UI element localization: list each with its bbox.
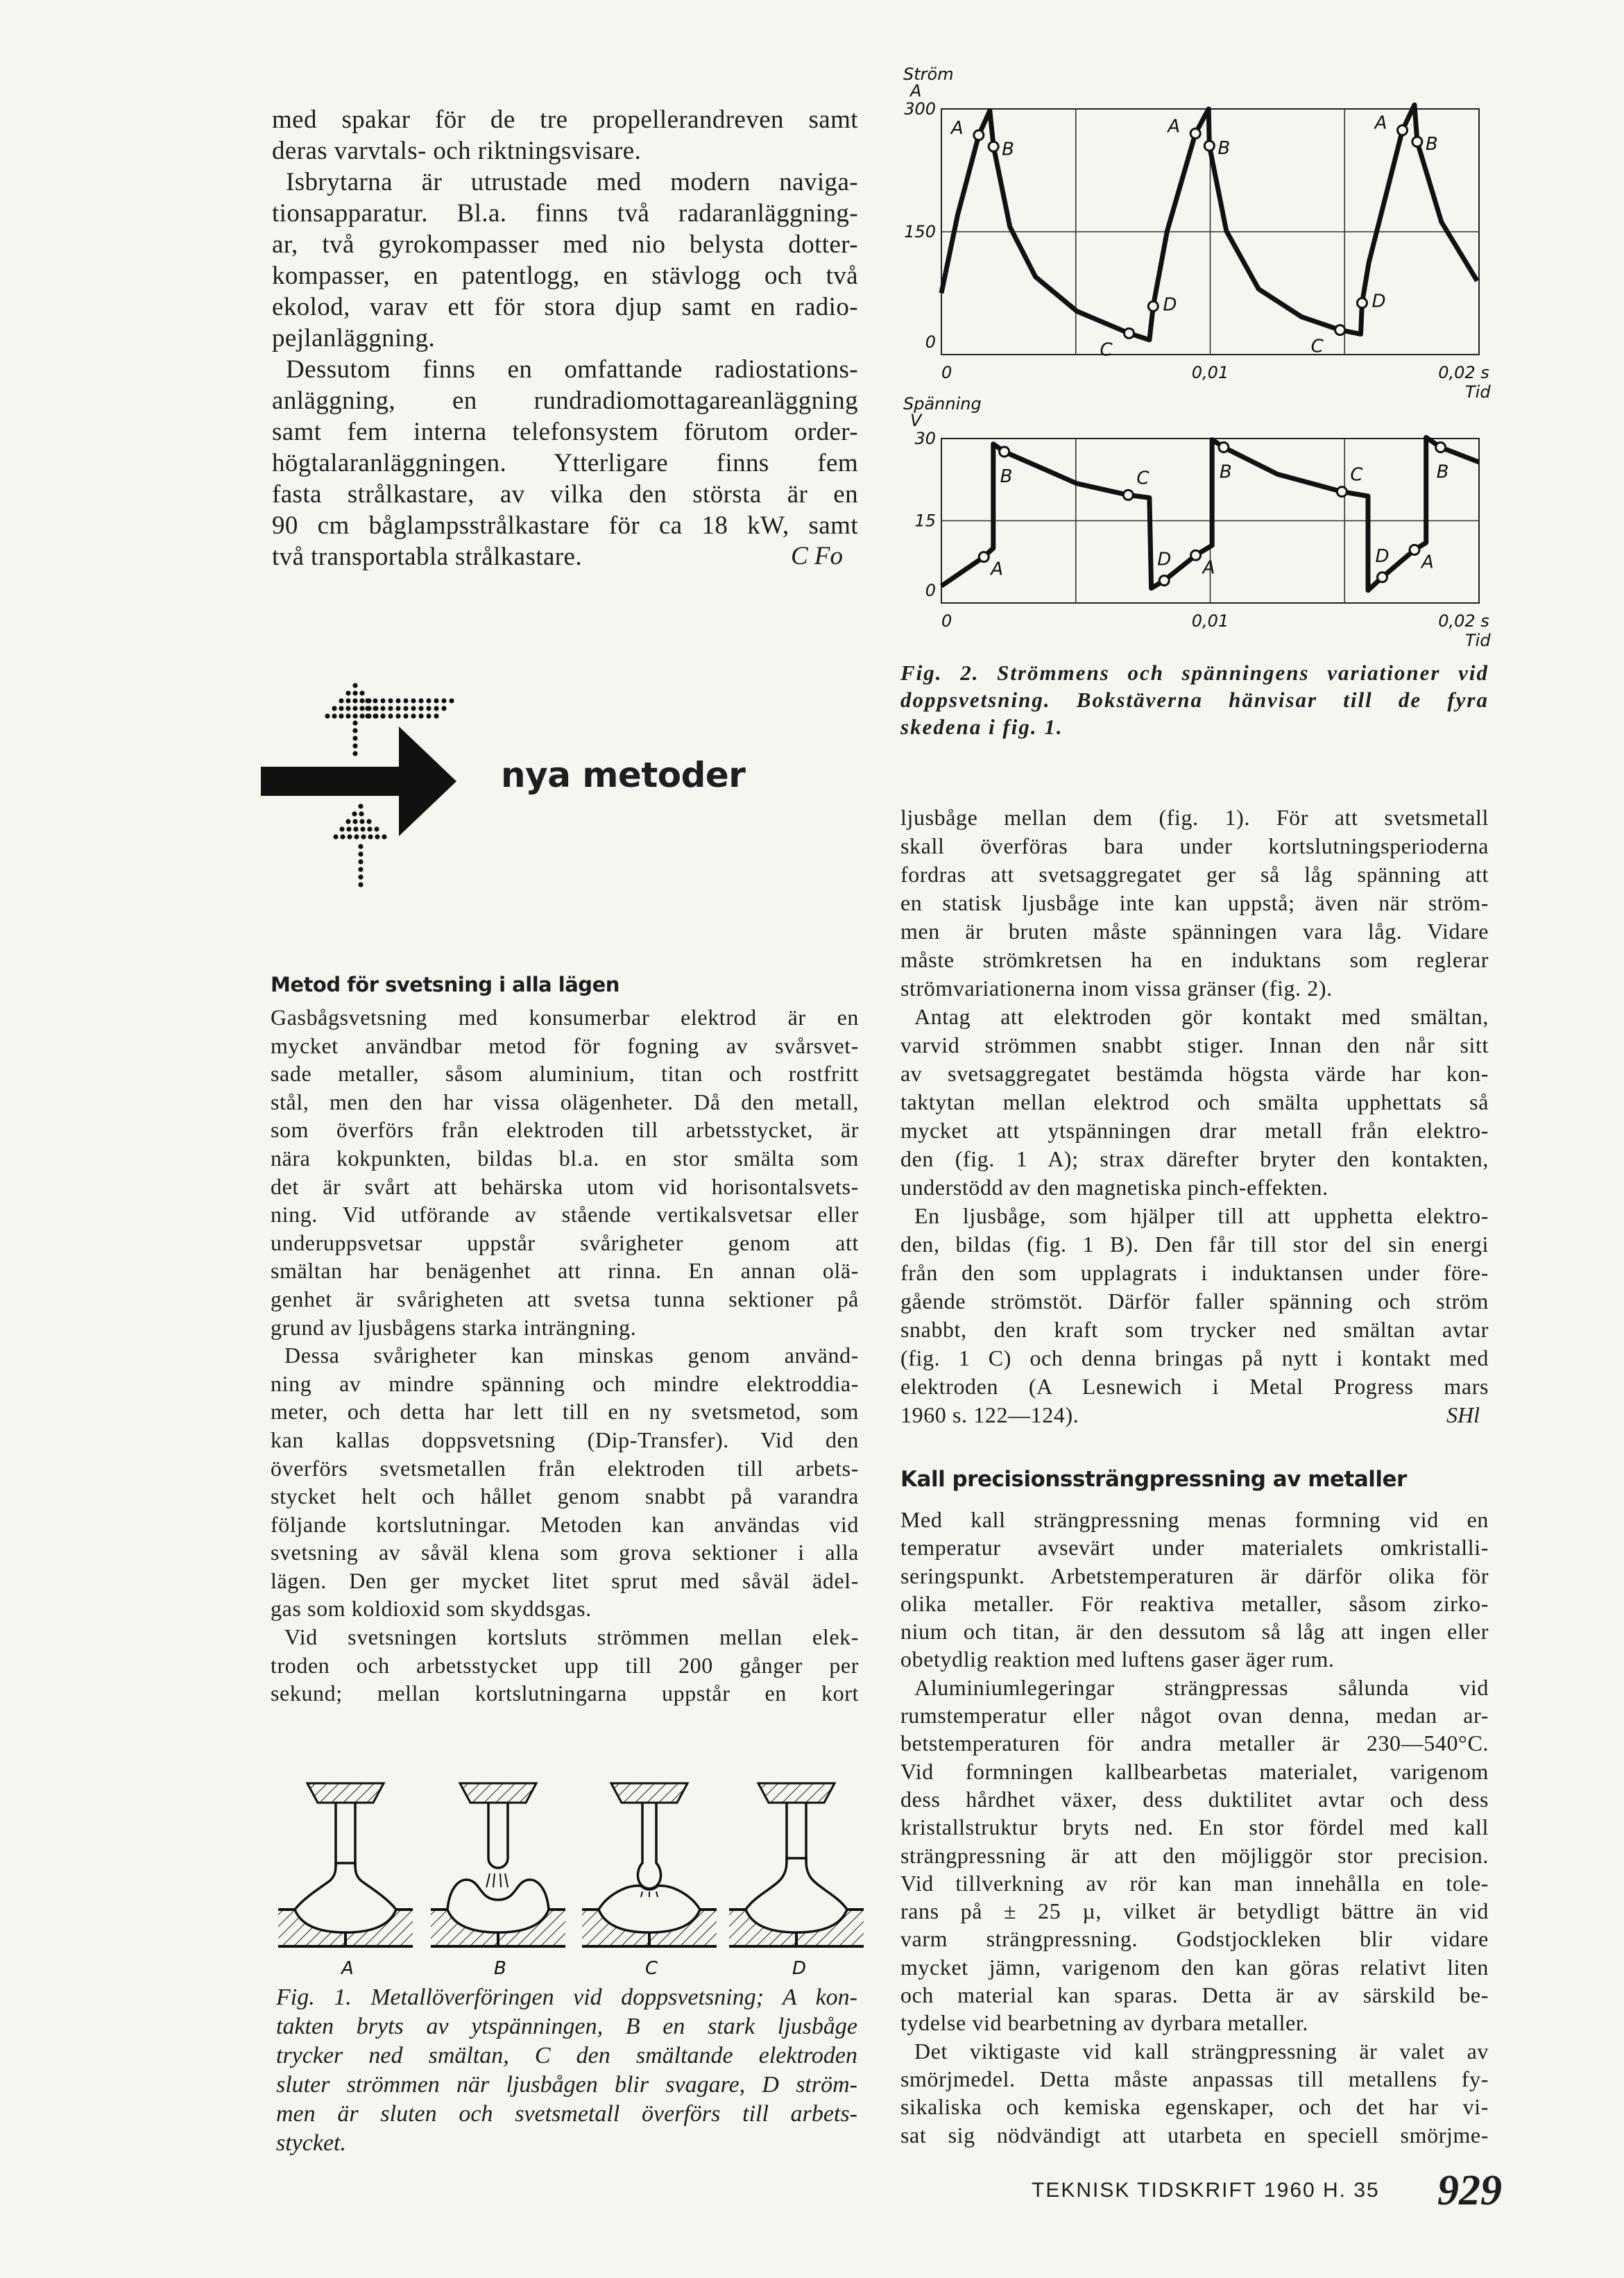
- chart-0: [903, 65, 1491, 402]
- text-line: 1960 s. 122—124).: [900, 1402, 1079, 1427]
- heading-extrusion: Kall precisionssträngpressning av metaller: [900, 1467, 1407, 1492]
- arc-ray: [486, 1873, 490, 1887]
- text-line: måste strömkretsen ha en induktans som reglerar: [900, 947, 1489, 972]
- text-line: genhet är svårigheten att svetsa tunna sektioner på: [271, 1286, 859, 1311]
- text-line: Dessa svårigheter kan minskas genom använd-: [284, 1343, 859, 1368]
- text-line: gående strömstöt. Därför faller spänning och ström: [900, 1289, 1489, 1314]
- text-line: Vid formningen kallbearbetas materialet, varigenom: [900, 1758, 1489, 1784]
- text-line: ning. Vid utförande av stående vertikalsvetsar eller: [271, 1202, 859, 1227]
- electrode: [336, 1803, 355, 1867]
- marker-B: [1204, 141, 1214, 151]
- dot: [365, 706, 370, 711]
- dot: [403, 698, 408, 703]
- electrode-holder: [460, 1783, 536, 1803]
- article-welding-continued-text: [900, 804, 1489, 1429]
- section-title-nya-metoder: nya metoder: [501, 755, 746, 795]
- dot: [367, 826, 372, 831]
- text-line: stål, men den har vissa olägenheter. Då den metall,: [271, 1089, 859, 1114]
- marker-C: [1123, 490, 1133, 500]
- marker-C: [1337, 487, 1347, 497]
- text-line: följande kortslutningar. Metoden kan användas vid: [271, 1511, 859, 1537]
- marker-label: A: [1168, 116, 1180, 137]
- transfer-stage-A: [278, 1783, 413, 1979]
- dot: [366, 819, 371, 824]
- heading-welding: Metod för svetsning i alla lägen: [271, 973, 619, 996]
- text-line: Gasbågsvetsning med konsumerbar elektrod är en: [271, 1005, 859, 1030]
- dot: [352, 706, 357, 711]
- dot: [359, 819, 364, 824]
- marker-label: C: [1310, 336, 1324, 357]
- marker-D: [1378, 572, 1387, 582]
- transfer-stage-C: [582, 1783, 717, 1979]
- dot: [411, 713, 416, 718]
- text-line: den (fig. 1 A); strax därefter bryter den kontakten,: [900, 1146, 1489, 1171]
- dot: [395, 698, 400, 703]
- chart-1: [903, 394, 1491, 650]
- dot: [368, 834, 373, 839]
- text-line: men är bruten måste spänningen vara låg. Vidare: [900, 919, 1489, 944]
- text-line: som överförs från elektroden till arbetsstycket, är: [271, 1117, 859, 1143]
- marker-label: B: [1217, 138, 1231, 160]
- paragraph: [271, 1341, 859, 1623]
- marker-B: [989, 142, 998, 151]
- signature-c-fo: C Fo: [791, 542, 844, 570]
- dot: [358, 882, 363, 887]
- text-line: varm strängpressning. Godstjockleken blir vidare: [900, 1926, 1489, 1952]
- marker-label: D: [1157, 549, 1172, 570]
- text-line: Dessutom finns en omfattande radiostations-: [286, 355, 858, 384]
- text-line: understödd av den magnetiska pinch-effekten.: [900, 1175, 1328, 1200]
- marker-A: [974, 130, 984, 140]
- paragraph: [272, 167, 858, 354]
- text-line: av svetsaggregatet bestämda högsta värde har kon-: [900, 1061, 1489, 1086]
- paragraph: [271, 1003, 859, 1341]
- figure-2-charts: [888, 62, 1498, 659]
- text-line: med spakar för de tre propellerandreven samt: [272, 105, 858, 134]
- electrode-holder: [307, 1783, 384, 1803]
- text-line: en statisk ljusbåge inte kan uppstå; även när ström-: [900, 890, 1489, 915]
- text-line: ekolod, varav ett för stora djup samt en radio-: [272, 293, 858, 321]
- dot: [325, 713, 330, 718]
- dot: [359, 713, 364, 718]
- dot: [380, 713, 385, 718]
- marker-label: B: [1002, 139, 1015, 160]
- dot: [358, 859, 363, 864]
- dot: [434, 706, 438, 711]
- marker-label: D: [1163, 294, 1177, 316]
- dot: [358, 804, 363, 808]
- text-line: smörjmedel. Detta måste anpassas till metallens fy-: [900, 2066, 1489, 2091]
- figure-2-caption: [900, 659, 1489, 740]
- electrode-holder: [758, 1783, 835, 1803]
- electrode: [638, 1803, 660, 1889]
- stage-label: C: [645, 1958, 658, 1979]
- text-line: varvid strömmen snabbt stiger. Innan den når sitt: [900, 1032, 1489, 1057]
- x-axis-title: Tid: [1465, 382, 1491, 402]
- transfer-stage-B: [431, 1783, 565, 1979]
- dot: [365, 698, 370, 703]
- text-line: lägen. Den ger mycket litet sprut med såväl ädel-: [271, 1567, 859, 1593]
- dot: [352, 728, 357, 733]
- dot: [426, 706, 431, 711]
- marker-B: [1412, 137, 1422, 146]
- dot: [434, 698, 438, 703]
- text-line: elektroden (A Lesnewich i Metal Progress mars: [900, 1374, 1489, 1399]
- text-line: ning av mindre spänning och mindre elektroddia-: [271, 1370, 859, 1396]
- paragraph: [900, 1506, 1489, 1674]
- y-axis-title: Ström: [903, 65, 954, 84]
- text-line: rumstemperatur eller något ovan denna, medan ar-: [900, 1703, 1489, 1728]
- page-number: 929: [1437, 2167, 1502, 2214]
- text-line: Isbrytarna är utrustade med modern naviga-: [286, 168, 858, 196]
- paragraph: [900, 804, 1489, 1003]
- text-line: strömvariationerna inom vissa gränser (fig. 2).: [900, 976, 1333, 1001]
- dot: [346, 826, 351, 831]
- dot: [358, 867, 363, 872]
- text-line: deras varvtals- och riktningsvisare.: [272, 137, 642, 165]
- dot: [345, 698, 350, 703]
- caption-line: sluter strömmen när ljusbågen blir svagare, D ström-: [276, 2072, 857, 2098]
- text-line: ar, två gyrokompasser med nio belysta dotter-: [272, 230, 858, 259]
- dot: [441, 698, 446, 703]
- electrode-holder: [611, 1783, 687, 1803]
- marker-B: [1219, 443, 1229, 452]
- arc-ray: [500, 1873, 501, 1887]
- marker-A: [1410, 545, 1419, 554]
- marker-B: [1000, 447, 1009, 457]
- black-arrow-icon: [261, 726, 456, 836]
- text-line: troden och arbetsstycket upp till 200 gånger per: [271, 1652, 859, 1678]
- weld-pool: [746, 1858, 847, 1932]
- text-line: dess hårdhet växer, dess duktilitet avtar och dess: [900, 1786, 1489, 1812]
- article-top-text: [272, 104, 858, 572]
- text-line: strängpressning är att den möjliggör stor precision.: [900, 1842, 1489, 1868]
- paragraph: [900, 1003, 1489, 1202]
- weld-pool: [447, 1880, 549, 1932]
- electrode: [787, 1803, 806, 1861]
- text-line: och material kan sparas. Detta är av särskild be-: [900, 1982, 1489, 2008]
- text-line: En ljusbåge, som hjälper till att upphetta elektro-: [914, 1203, 1489, 1228]
- y-tick-label: 30: [914, 429, 936, 448]
- dot: [441, 706, 446, 711]
- text-line: ljusbåge mellan dem (fig. 1). För att svetsmetall: [900, 805, 1489, 830]
- weld-pool: [295, 1863, 396, 1932]
- caption-line: doppsvetsning. Bokstäverna hänvisar till de fyra: [900, 688, 1489, 712]
- dot: [361, 834, 366, 839]
- text-line: Med kall strängpressning menas formning vid en: [900, 1507, 1489, 1532]
- electrode: [488, 1803, 508, 1868]
- marker-label: D: [1375, 545, 1390, 567]
- dot: [388, 698, 393, 703]
- text-line: nära kokpunkten, bildas bl.a. en stor smälta som: [271, 1145, 859, 1171]
- dot: [373, 698, 377, 703]
- dot: [352, 683, 357, 688]
- dot: [380, 698, 385, 703]
- text-line: fordras att svetsaggregatet ger så låg spänning att: [900, 862, 1489, 887]
- dot: [358, 874, 363, 879]
- marker-A: [979, 552, 989, 562]
- paragraph: [272, 104, 858, 167]
- text-line: snabbt, den kraft som trycker ned smältan avtar: [900, 1317, 1489, 1342]
- paragraph: [900, 2037, 1489, 2149]
- text-line: temperatur avsevärt under materialets omkristalli-: [900, 1535, 1489, 1561]
- x-tick-label: 0: [941, 363, 952, 382]
- marker-D: [1148, 301, 1158, 311]
- text-line: underuppsvetsar uppstår svårigheter genom att: [271, 1230, 859, 1255]
- article-extrusion-text: [900, 1506, 1489, 2149]
- text-line: (fig. 1 C) och denna bringas på nytt i kontakt med: [900, 1345, 1489, 1370]
- marker-label: B: [1436, 461, 1449, 483]
- text-line: sat sig nödvändigt att utarbeta en speciell smörjme-: [900, 2122, 1489, 2148]
- caption-line: Fig. 2. Strömmens och spänningens variationer vid: [900, 661, 1489, 685]
- y-tick-label: 0: [925, 332, 936, 352]
- dot: [333, 834, 338, 839]
- marker-label: A: [950, 117, 964, 139]
- dot: [388, 706, 393, 711]
- marker-A: [1398, 126, 1408, 135]
- figure-1-caption: [276, 1983, 857, 2158]
- text-line: överförs svetsmetallen från elektroden till arbets-: [271, 1455, 859, 1481]
- text-line: sikaliska och kemiska egenskaper, och det har vi-: [900, 2094, 1489, 2120]
- text-line: samt fem interna telefonsystem förutom order-: [272, 418, 858, 446]
- marker-C: [1335, 325, 1345, 335]
- text-line: kristallstruktur bryts ned. En stor fördel med kall: [900, 1814, 1489, 1840]
- dot: [359, 811, 364, 816]
- marker-label: A: [1421, 552, 1434, 573]
- marker-label: A: [1202, 557, 1215, 579]
- text-line: kompasser, en patentlogg, en stävlogg och två: [272, 262, 858, 290]
- x-tick-label: 0,02 s: [1438, 611, 1489, 631]
- paragraph: [900, 1674, 1489, 2037]
- marker-A: [1191, 550, 1201, 560]
- dot: [352, 811, 357, 816]
- dot: [339, 698, 343, 703]
- marker-label: A: [991, 559, 1004, 580]
- dot: [352, 736, 357, 740]
- dot: [411, 698, 416, 703]
- text-line: mycket att ytspänningen drar metall från elektro-: [900, 1118, 1489, 1143]
- dot: [352, 713, 357, 718]
- caption-line: takten bryts av ytspänningen, B en stark ljusbåge: [276, 2014, 857, 2039]
- dot: [403, 706, 408, 711]
- transfer-stage-D: [729, 1783, 864, 1979]
- text-line: Antag att elektroden gör kontakt med smältan,: [914, 1004, 1489, 1029]
- stage-label: B: [494, 1958, 506, 1979]
- text-line: svetsning av såväl klena som grova sektioner i alla: [271, 1540, 859, 1565]
- marker-label: B: [1219, 461, 1232, 483]
- y-tick-label: 15: [914, 511, 936, 531]
- text-line: Det viktigaste vid kall strängpressning är valet av: [914, 2038, 1489, 2064]
- text-line: seringspunkt. Arbetstemperaturen är därför olika för: [900, 1563, 1489, 1588]
- dot: [345, 713, 350, 718]
- dot: [359, 690, 364, 695]
- arc-ray: [493, 1873, 495, 1887]
- text-line: nium och titan, är den dessutom så låg att ingen eller: [900, 1619, 1489, 1644]
- dot: [373, 713, 377, 718]
- paragraph: [900, 1202, 1489, 1429]
- dot: [418, 713, 423, 718]
- nya-metoder-arrow-logo: [257, 680, 493, 902]
- text-line: taktytan mellan elektrod och smälta upphettats så: [900, 1089, 1489, 1114]
- text-line: Vid tillverkning av rör kan man innehålla en tole-: [900, 1870, 1489, 1896]
- marker-label: A: [1374, 112, 1387, 134]
- text-line: anläggning, en rundradiomottagareanläggning: [272, 386, 858, 415]
- marker-A: [1190, 128, 1200, 138]
- dot: [359, 706, 364, 711]
- text-line: meter, och detta har lett till en ny svetsmetod, som: [271, 1399, 859, 1425]
- paragraph: [272, 354, 858, 572]
- text-line: smältan har benägenhet att rinna. En annan olä-: [271, 1258, 859, 1284]
- dot: [395, 706, 400, 711]
- text-line: olika metaller. För reaktiva metaller, såsom zirko-: [900, 1590, 1489, 1616]
- text-line: mycket användbar metod för fogning av svårsvet-: [271, 1032, 859, 1058]
- caption-line: trycker ned smältan, C den smältande elektroden: [276, 2043, 857, 2068]
- signature-shl: SHl: [1446, 1402, 1480, 1427]
- dot: [382, 834, 386, 839]
- dot: [354, 834, 359, 839]
- text-line: obetydlig reaktion med luftens gaser äger rum.: [900, 1647, 1335, 1672]
- text-line: tydelse vid bearbetning av dyrbara metaller.: [900, 2010, 1308, 2036]
- dot: [426, 713, 431, 718]
- text-line: tionsapparatur. Bl.a. finns två radaranläggning-: [272, 199, 858, 228]
- y-axis-title: Spänning: [903, 394, 982, 414]
- caption-line: skedena i fig. 1.: [900, 715, 1063, 739]
- dot: [403, 713, 408, 718]
- marker-label: D: [1371, 291, 1386, 312]
- dot: [358, 844, 363, 849]
- marker-D: [1159, 576, 1169, 586]
- dot: [340, 834, 345, 839]
- text-line: pejlanläggning.: [272, 324, 436, 352]
- text-line: Vid svetsningen kortsluts strömmen mellan elek-: [284, 1624, 859, 1650]
- text-line: 90 cm båglampsstrålkastare för ca 18 kW, samt: [272, 511, 858, 540]
- text-line: sade metaller, såsom aluminium, titan och rostfritt: [271, 1061, 859, 1087]
- dot: [411, 706, 416, 711]
- text-line: från den som upplagrats i induktansen under före-: [900, 1260, 1489, 1285]
- dot: [339, 713, 343, 718]
- text-line: den, bildas (fig. 1 B). Den får till stor del sin energi: [900, 1232, 1489, 1257]
- text-line: betstemperaturen för andra metaller är 230—540°C.: [900, 1731, 1489, 1756]
- dot: [426, 698, 431, 703]
- dot: [395, 713, 400, 718]
- dot: [352, 819, 357, 824]
- marker-label: B: [1425, 134, 1438, 155]
- caption-line: men är sluten och svetsmetall överförs till arbets-: [276, 2101, 857, 2127]
- dot: [352, 743, 357, 748]
- x-axis-title: Tid: [1465, 631, 1491, 650]
- text-line: två transportabla strålkastare.: [272, 543, 582, 571]
- text-line: högtalaranläggningen. Ytterligare finns fem: [272, 449, 858, 477]
- figure-1-diagram: [264, 1776, 874, 1984]
- text-line: gas som koldioxid som skyddsgas.: [271, 1596, 592, 1622]
- dot: [359, 698, 364, 703]
- dot: [358, 851, 363, 856]
- page-footer: [1032, 2167, 1502, 2214]
- arc-ray: [505, 1873, 508, 1887]
- text-line: Aluminiumlegeringar strängpressas sålunda vid: [914, 1674, 1489, 1700]
- dot: [347, 834, 352, 839]
- y-axis-unit: A: [910, 81, 922, 101]
- journal-name-issue: TEKNISK TIDSKRIFT 1960 H. 35: [1032, 2179, 1380, 2202]
- text-line: sekund; mellan kortslutningarna uppstår en kort: [271, 1681, 859, 1706]
- dot: [449, 698, 454, 703]
- dot: [352, 698, 357, 703]
- y-tick-label: 0: [925, 581, 936, 600]
- dot: [352, 720, 357, 725]
- dot: [434, 713, 438, 718]
- text-line: mycket jämn, varigenom den kan göras relativt liten: [900, 1954, 1489, 1980]
- x-tick-label: 0: [941, 611, 952, 631]
- y-axis-unit: V: [910, 411, 922, 430]
- dot: [345, 819, 350, 824]
- marker-label: C: [1100, 339, 1113, 361]
- marker-label: B: [1000, 466, 1013, 487]
- stage-label: D: [792, 1958, 807, 1979]
- text-line: skall överföras bara under kortslutningsperioderna: [900, 833, 1489, 858]
- dot: [373, 706, 377, 711]
- text-line: fasta strålkastare, av vilka den största är en: [272, 480, 858, 509]
- marker-label: C: [1350, 464, 1363, 486]
- dot: [380, 706, 385, 711]
- marker-label: C: [1136, 468, 1149, 489]
- text-line: stycket helt och hållet genom snabbt på varandra: [271, 1484, 859, 1509]
- article-welding-text: [271, 1003, 859, 1708]
- text-line: grund av ljusbågens starka inträngning.: [271, 1314, 637, 1340]
- x-tick-label: 0,01: [1191, 363, 1229, 382]
- text-line: det är svårt att behärska utom vid horisontalsvets-: [271, 1173, 859, 1199]
- paragraph: [271, 1623, 859, 1708]
- caption-line: stycket.: [276, 2130, 346, 2156]
- dot: [418, 698, 423, 703]
- dot: [332, 706, 336, 711]
- dot: [353, 826, 358, 831]
- dot: [352, 751, 357, 756]
- x-tick-label: 0,02 s: [1438, 363, 1489, 382]
- dot: [375, 834, 379, 839]
- dot: [339, 826, 344, 831]
- dot: [360, 826, 365, 831]
- y-tick-label: 150: [904, 222, 936, 241]
- marker-C: [1124, 328, 1134, 338]
- dot: [418, 706, 423, 711]
- marker-B: [1436, 443, 1446, 452]
- marker-D: [1357, 298, 1367, 308]
- y-tick-label: 300: [904, 99, 936, 119]
- caption-line: Fig. 1. Metallöverföringen vid doppsvetsning; A kon-: [276, 1984, 857, 2010]
- dot: [345, 690, 350, 695]
- text-line: kan kallas doppsvetsning (Dip-Transfer). Vid den: [271, 1427, 859, 1452]
- text-line: rans på ± 25 µ, vilket är betydligt bättre än vid: [900, 1898, 1489, 1924]
- x-tick-label: 0,01: [1191, 611, 1229, 631]
- stage-label: A: [341, 1958, 354, 1979]
- dot: [332, 713, 336, 718]
- dot: [388, 713, 393, 718]
- dot: [345, 706, 350, 711]
- dot: [365, 713, 370, 718]
- dot: [352, 690, 357, 695]
- dot: [339, 706, 343, 711]
- dot: [374, 826, 379, 831]
